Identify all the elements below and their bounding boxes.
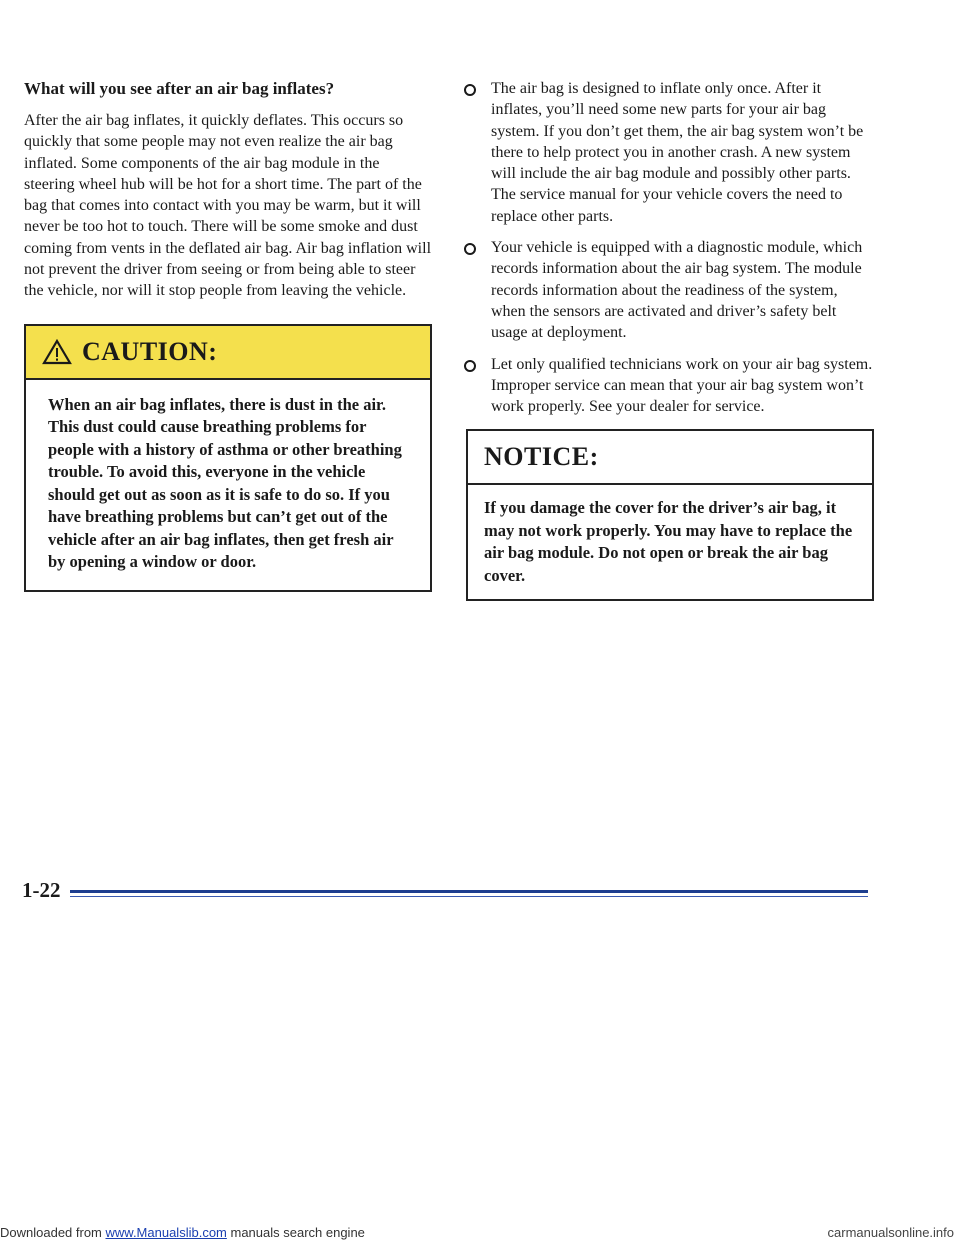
footer-rule bbox=[70, 890, 868, 893]
notice-body: If you damage the cover for the driver’s air bag, it may not work properly. You may have to replace the air bag module. Do not open or break the air bag cover. bbox=[484, 498, 853, 585]
caution-body: When an air bag inflates, there is dust in the air. This dust could cause breathing problems for people with a history of asthma or other breathing trouble. To avoid this, everyone in the vehicle should get out as soon as it is safe to do so. If you have breathing problems but can’t get out of the vehicle after an air bag inflates, then get fresh air by opening a window or door. bbox=[48, 394, 402, 572]
caution-title: CAUTION: bbox=[82, 336, 218, 366]
list-item-text: Let only qualified technicians work on your air bag system. Improper service can mean that your air bag system won’t work properly. See your dealer for service. bbox=[491, 355, 873, 416]
left-column bbox=[24, 78, 434, 592]
list-item-text: The air bag is designed to inflate only once. After it inflates, you’ll need some new parts for your air bag system. If you don’t get them, the air bag system won’t be there to help protect you in another crash. A new system will include the air bag module and possibly other parts. The service manual for your vehicle covers the need to replace other parts. bbox=[491, 80, 864, 225]
list-item bbox=[464, 237, 874, 343]
body-paragraph: After the air bag inflates, it quickly deflates. This occurs so quickly that some people may not even realize the air bag inflated. Some components of the air bag module in the steering wheel hub will be hot for a short time. The part of the bag that comes into contact with you may be warm, but it will never be too hot to touch. There will be some smoke and dust coming from vents in the deflated air bag. Air bag inflation will not prevent the driver from seeing or from being able to steer the vehicle, nor will it stop people from leaving the vehicle. bbox=[24, 112, 432, 300]
notice-title: NOTICE: bbox=[484, 442, 599, 472]
section-heading: What will you see after an air bag inflates? bbox=[24, 79, 335, 98]
notice-header bbox=[468, 431, 872, 485]
bullet-icon bbox=[464, 84, 476, 96]
bullet-icon bbox=[464, 243, 476, 255]
list-item-text: Your vehicle is equipped with a diagnostic module, which records information about the air bag system. The module records information about the readiness of the system, when the sensors are activated and driver’s safety belt usage at deployment. bbox=[491, 239, 863, 342]
bullet-list bbox=[464, 78, 874, 417]
caution-header bbox=[26, 326, 430, 380]
right-column bbox=[464, 78, 874, 601]
banner-prefix: Downloaded from bbox=[0, 1225, 106, 1240]
notice-box bbox=[466, 429, 874, 601]
banner-suffix: manuals search engine bbox=[226, 1225, 365, 1240]
page-footer bbox=[22, 878, 868, 902]
footer-rule-thin bbox=[70, 896, 868, 897]
manualslib-link[interactable]: www.Manualslib.com bbox=[105, 1225, 227, 1240]
watermark-text: carmanualsonline.info bbox=[827, 1225, 954, 1240]
list-item bbox=[464, 78, 874, 227]
list-item bbox=[464, 354, 874, 418]
warning-triangle-icon bbox=[42, 339, 72, 365]
page-number: 1-22 bbox=[22, 878, 61, 902]
caution-box bbox=[24, 324, 432, 592]
download-banner bbox=[0, 1224, 960, 1242]
bullet-icon bbox=[464, 360, 476, 372]
